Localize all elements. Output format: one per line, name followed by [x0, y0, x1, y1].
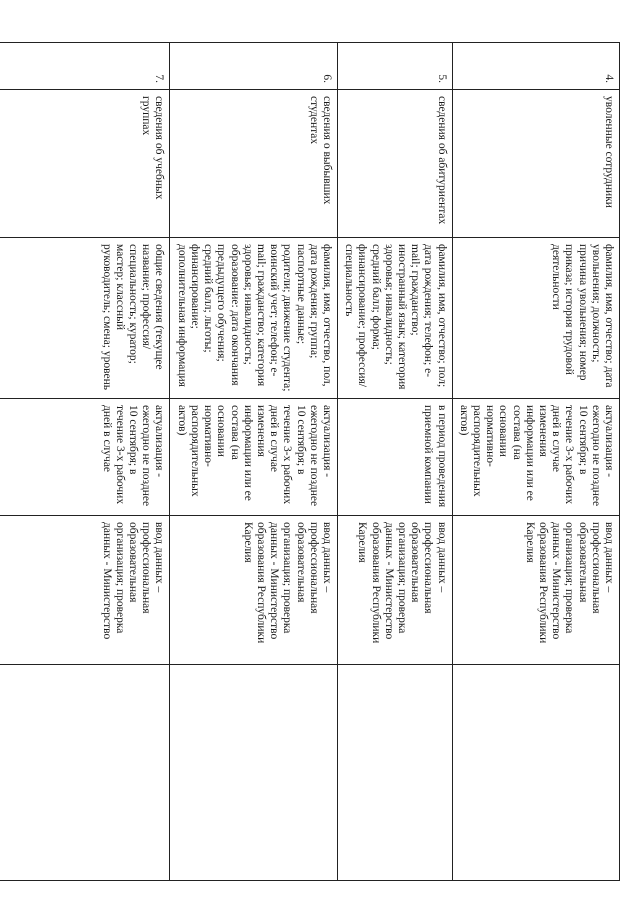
row-number: 7.: [0, 43, 170, 90]
field-list: фамилия, имя, отчество, пол, дата рождения; группа; паспортные данные; родители; движение студента; воинский учет; телефон; e-mail; гражданство; категория здоровья; инвалидность; образование: дата окончания предыдущего обучения; средний балл; льготы; финансирование; дополнительная информация: [170, 238, 337, 399]
row-number: 6.: [170, 43, 337, 90]
section-name: уволенные сотрудники: [452, 90, 619, 238]
update-schedule: актуализация - ежегодно не позднее 10 сентября; в течение 3-х рабочих дней в случае изменения информации или ее состава (на основании нормативно-распорядительных актов): [452, 399, 619, 516]
field-list: общие сведения (текущее название; профессия/специальность; куратор; мастер; классный руководитель; смена; уровень: [0, 238, 170, 399]
update-schedule: в период проведения приемной компании: [337, 399, 452, 516]
update-schedule: актуализация - ежегодно не позднее 10 сентября; в течение 3-х рабочих дней в случае: [0, 399, 170, 516]
data-entry-responsibility: ввод данных – профессиональная образовательная организация; проверка данных - Министерство образования Республики Карелия: [170, 516, 337, 665]
section-name: сведения об абитуриентах: [337, 90, 452, 238]
section-name: сведения о выбывших студентах: [170, 90, 337, 238]
data-entry-responsibility: ввод данных – профессиональная образовательная организация; проверка данных - Министерство: [0, 516, 170, 665]
update-schedule: актуализация - ежегодно не позднее 10 сентября; в течение 3-х рабочих дней в случае изменения информации или ее состава (на основании нормативно-распорядительных актов): [170, 399, 337, 516]
field-list: фамилия, имя, отчество; дата увольнения; должность; причина увольнения; номер приказа; история трудовой деятельности: [452, 238, 619, 399]
data-entry-responsibility: ввод данных – профессиональная образовательная организация; проверка данных - Министерство образования Республики Карелия: [337, 516, 452, 665]
data-entry-responsibility: ввод данных – профессиональная образовательная организация; проверка данных - Министерство образования Республики Карелия: [452, 516, 619, 665]
table-row: [0, 43, 170, 881]
field-list: фамилия, имя, отчество; пол; дата рождения; телефон; e-mail; гражданство; иностранный язык; категория здоровья; инвалидность; средний балл; форма; финансирование; профессия/специальность: [337, 238, 452, 399]
empty-cell: [0, 665, 170, 881]
empty-cell: [452, 665, 619, 881]
empty-cell: [337, 665, 452, 881]
row-number: 4.: [452, 43, 619, 90]
table-row: [337, 43, 452, 881]
empty-cell: [170, 665, 337, 881]
table-row: [170, 43, 337, 881]
section-name: сведения об учебных группах: [0, 90, 170, 238]
row-number: 5.: [337, 43, 452, 90]
data-table: [0, 42, 620, 881]
table-row: [452, 43, 619, 881]
